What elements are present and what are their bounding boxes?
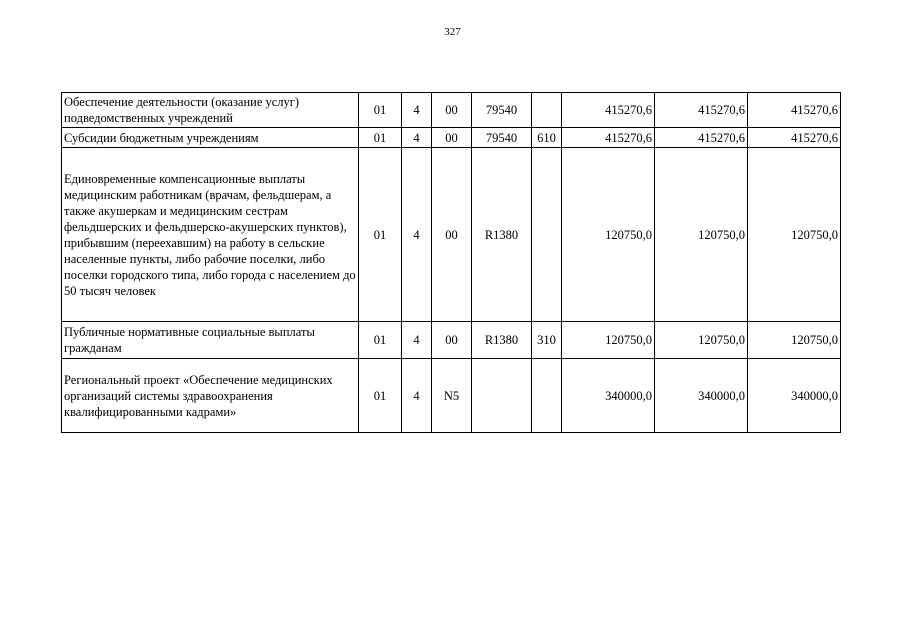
row-name: Региональный проект «Обеспечение медицинских организаций системы здравоохранения квалифицированными кадрами» — [62, 359, 359, 433]
expense-type-code — [532, 148, 562, 322]
amount-year-1: 120750,0 — [562, 148, 655, 322]
amount-year-2: 415270,6 — [655, 93, 748, 128]
page-number: 327 — [444, 26, 461, 38]
subsection-code: 4 — [402, 322, 432, 359]
table-row — [62, 148, 841, 322]
section-code: 01 — [359, 148, 402, 322]
expense-type-code — [532, 359, 562, 433]
amount-year-3: 120750,0 — [748, 148, 841, 322]
amount-year-3: 120750,0 — [748, 322, 841, 359]
table-row — [62, 322, 841, 359]
subsection-code: 4 — [402, 93, 432, 128]
program-code: 00 — [432, 148, 472, 322]
expense-type-code — [532, 93, 562, 128]
program-code: 00 — [432, 93, 472, 128]
amount-year-2: 120750,0 — [655, 322, 748, 359]
table-row — [62, 359, 841, 433]
amount-year-2: 415270,6 — [655, 128, 748, 148]
amount-year-1: 415270,6 — [562, 93, 655, 128]
program-code: 00 — [432, 322, 472, 359]
table-row — [62, 128, 841, 148]
direction-code: R1380 — [472, 322, 532, 359]
row-name: Единовременные компенсационные выплаты медицинским работникам (врачам, фельдшерам, а также акушеркам и медицинским сестрам фельдшерских и фельдшерско-акушерских пунктов), прибывшим (переехавшим) на работу в сельские населенные пункты, либо рабочие поселки, либо поселки городского типа, либо города с населением до 50 тысяч человек — [62, 148, 359, 322]
section-code: 01 — [359, 322, 402, 359]
section-code: 01 — [359, 128, 402, 148]
row-name: Публичные нормативные социальные выплаты гражданам — [62, 322, 359, 359]
amount-year-1: 340000,0 — [562, 359, 655, 433]
amount-year-3: 415270,6 — [748, 128, 841, 148]
direction-code: R1380 — [472, 148, 532, 322]
amount-year-3: 415270,6 — [748, 93, 841, 128]
direction-code: 79540 — [472, 128, 532, 148]
direction-code — [472, 359, 532, 433]
amount-year-2: 120750,0 — [655, 148, 748, 322]
table-row — [62, 93, 841, 128]
budget-table — [61, 92, 841, 433]
section-code: 01 — [359, 359, 402, 433]
expense-type-code: 610 — [532, 128, 562, 148]
row-name: Обеспечение деятельности (оказание услуг) подведомственных учреждений — [62, 93, 359, 128]
subsection-code: 4 — [402, 128, 432, 148]
amount-year-1: 120750,0 — [562, 322, 655, 359]
row-name: Субсидии бюджетным учреждениям — [62, 128, 359, 148]
program-code: 00 — [432, 128, 472, 148]
program-code: N5 — [432, 359, 472, 433]
amount-year-2: 340000,0 — [655, 359, 748, 433]
subsection-code: 4 — [402, 148, 432, 322]
section-code: 01 — [359, 93, 402, 128]
expense-type-code: 310 — [532, 322, 562, 359]
direction-code: 79540 — [472, 93, 532, 128]
amount-year-3: 340000,0 — [748, 359, 841, 433]
amount-year-1: 415270,6 — [562, 128, 655, 148]
subsection-code: 4 — [402, 359, 432, 433]
